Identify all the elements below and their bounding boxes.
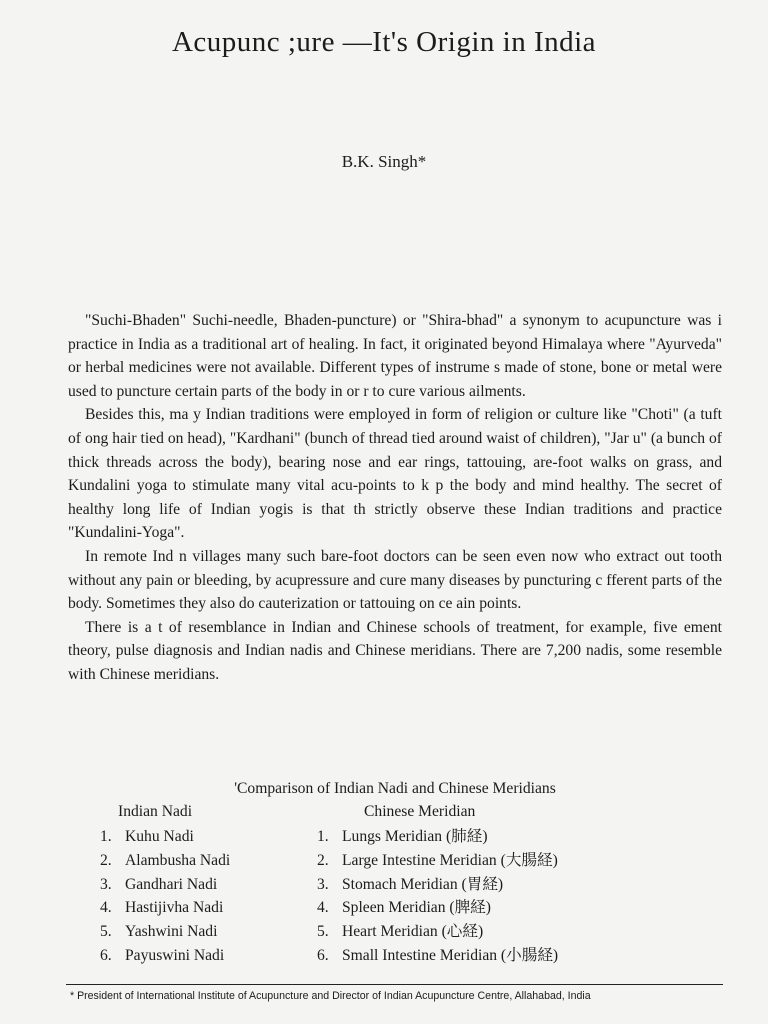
author-name: B.K. Singh*	[341, 152, 427, 171]
list-item	[317, 896, 558, 920]
item-number: 3.	[317, 875, 329, 893]
item-name: Hastijivha Nadi	[125, 899, 224, 917]
item-number: 3.	[100, 875, 112, 893]
item-name: Heart Meridian (心経)	[342, 923, 484, 941]
paragraph: Besides this, ma y Indian traditions were employed in form of religion or culture like "Choti" (a tuft of ong hair tied on head), "Kardhani" (bunch of thread tied around waist of children), "Jar u" (a bunch of thick threads across the body), bearing nose and ear rings, tattouing, are-foot walks on grass, and Kundalini yoga to stimulate many vital acu-points to k p the body and mind healthy. The secret of healthy long life of Indian yogis is that th strictly observe these Indian traditions and practice "Kundalini-Yoga".	[68, 406, 722, 542]
list-item	[100, 873, 230, 897]
indian-nadi-header: Indian Nadi	[118, 803, 193, 820]
footnote: * President of International Institute of Acupuncture and Director of Indian Acupuncture Centre, Allahabad, India	[70, 990, 591, 1002]
item-number: 2.	[100, 851, 112, 869]
chinese-meridian-header: Chinese Meridian	[364, 803, 476, 820]
comparison-table-title: 'Comparison of Indian Nadi and Chinese Meridians	[234, 780, 556, 797]
paragraph: "Suchi-Bhaden" Suchi-needle, Bhaden-puncture) or "Shira-bhad" a synonym to acupuncture was i practice in India as a traditional art of healing. In fact, it originated beyond Himalaya where "Ayurveda" or herbal medicines were not available. Different types of instrume s made of stone, bone or metal were used to puncture certain parts of the body in or r to cure various ailments.	[68, 312, 722, 400]
paragraph: In remote Ind n villages many such bare-foot doctors can be seen even now who extract out tooth without any pain or bleeding, by acupressure and cure many diseases by puncturing c fferent parts of the body. Sometimes they also do cauterization or tattouing on ce ain points.	[68, 547, 722, 613]
list-item	[100, 825, 230, 849]
item-name: Yashwini Nadi	[125, 923, 218, 941]
item-number: 1.	[100, 828, 112, 845]
list-item	[100, 896, 230, 920]
item-number: 6.	[317, 946, 329, 964]
item-name: Large Intestine Meridian (大腸経)	[342, 851, 558, 869]
item-name: Kuhu Nadi	[125, 828, 194, 845]
item-number: 1.	[317, 828, 329, 845]
item-name: Payuswini Nadi	[125, 946, 225, 964]
indian-nadi-list	[100, 825, 230, 968]
list-item	[100, 920, 230, 944]
item-number: 4.	[317, 899, 329, 917]
item-name: Alambusha Nadi	[125, 851, 231, 869]
list-item	[317, 849, 558, 873]
item-number: 5.	[100, 923, 112, 941]
list-item	[100, 944, 230, 968]
article-title: Acupunc ;ure —It's Origin in India	[171, 26, 597, 58]
list-item	[317, 920, 558, 944]
footnote-divider	[66, 984, 723, 985]
item-name: Stomach Meridian (胃経)	[342, 875, 504, 893]
item-number: 4.	[100, 899, 112, 917]
article-body	[68, 309, 722, 687]
item-number: 6.	[100, 946, 112, 964]
item-number: 5.	[317, 923, 329, 941]
item-name: Gandhari Nadi	[125, 875, 218, 893]
item-name: Spleen Meridian (脾経)	[342, 899, 491, 917]
list-item	[317, 873, 558, 897]
list-item	[317, 825, 558, 849]
item-number: 2.	[317, 851, 329, 869]
item-name: Lungs Meridian (肺経)	[342, 828, 488, 845]
item-name: Small Intestine Meridian (小腸経)	[342, 946, 559, 964]
paragraph: There is a t of resemblance in Indian and Chinese schools of treatment, for example, five ement theory, pulse diagnosis and Indian nadis and Chinese meridians. There are 7,200 nadis, some resemble with Chinese meridians.	[68, 618, 722, 683]
chinese-meridian-list	[317, 825, 558, 968]
list-item	[100, 849, 230, 873]
list-item	[317, 944, 558, 968]
